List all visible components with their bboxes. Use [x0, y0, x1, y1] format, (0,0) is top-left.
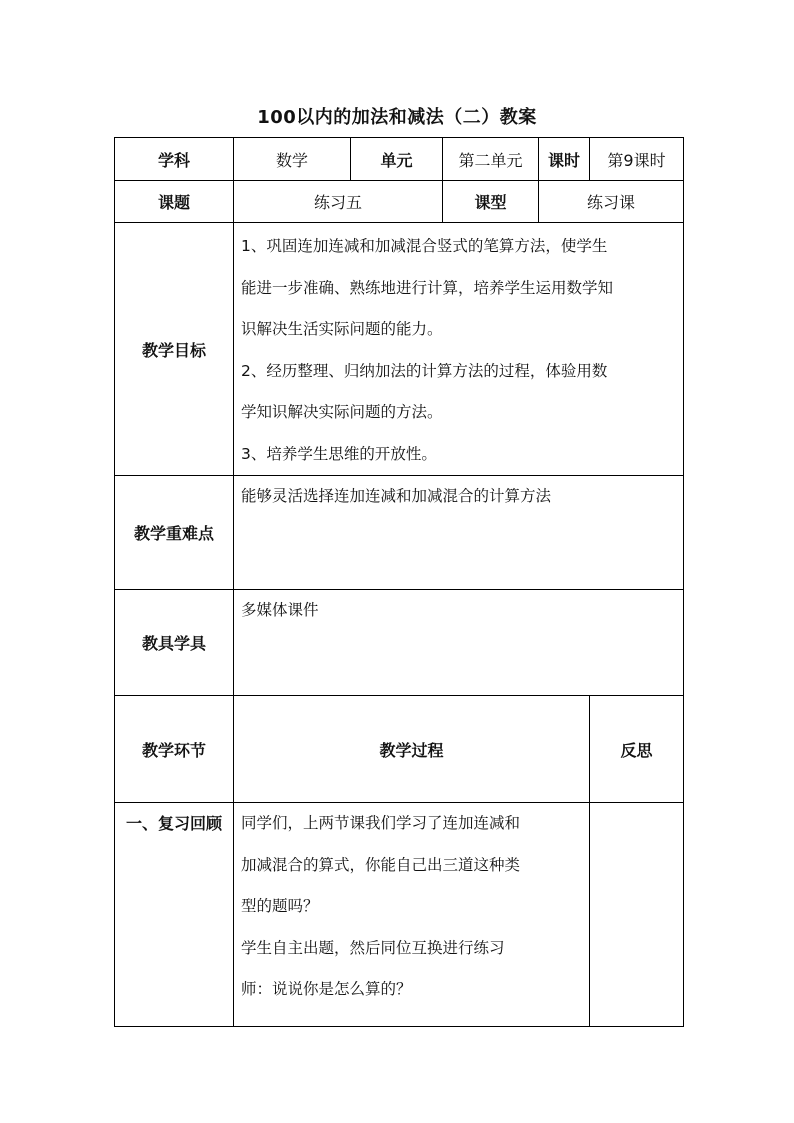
objectives-line: 2、经历整理、归纳加法的计算方法的过程，体验用数: [241, 361, 608, 380]
review-label: 一、复习回顾: [115, 803, 234, 1027]
objectives-row: [115, 223, 684, 476]
key-points-text: 能够灵活选择连加连减和加减混合的计算方法: [241, 487, 552, 505]
key-points-row: [115, 476, 684, 590]
info-row-2: [115, 181, 684, 223]
materials-label: 教具学具: [115, 590, 234, 696]
process-header: 教学过程: [234, 696, 590, 803]
review-line: 型的题吗？: [241, 897, 319, 915]
period-label: 课时: [539, 138, 590, 181]
type-label: 课型: [443, 181, 539, 223]
review-row: [115, 803, 684, 1027]
topic-label: 课题: [115, 181, 234, 223]
period-value: 第9课时: [590, 138, 684, 181]
review-content: [234, 803, 590, 1027]
process-header-row: [115, 696, 684, 803]
document-title: 100以内的加法和减法（二）教案: [257, 107, 537, 128]
review-line: 师：说说你是怎么算的？: [241, 980, 412, 998]
stage-header: 教学环节: [115, 696, 234, 803]
review-line: 加减混合的算式，你能自己出三道这种类: [241, 855, 521, 874]
review-line: 同学们，上两节课我们学习了连加连减和: [241, 814, 521, 832]
unit-value: 第二单元: [443, 138, 539, 181]
unit-label: 单元: [351, 138, 443, 181]
materials-content: [234, 590, 684, 696]
materials-text: 多媒体课件: [241, 601, 319, 619]
reflection-header: 反思: [590, 696, 684, 803]
review-reflection-cell: [590, 803, 684, 1027]
objectives-line: 识解决生活实际问题的能力。: [241, 320, 443, 338]
key-points-label: 教学重难点: [115, 476, 234, 590]
info-row-1: [115, 138, 684, 181]
key-points-content: [234, 476, 684, 590]
objectives-label: 教学目标: [115, 223, 234, 476]
type-value: 练习课: [539, 181, 684, 223]
objectives-line: 3、培养学生思维的开放性。: [241, 444, 437, 463]
review-line: 学生自主出题，然后同位互换进行练习: [241, 938, 505, 957]
lesson-plan-table: [114, 137, 684, 1027]
topic-value: 练习五: [234, 181, 443, 223]
materials-row: [115, 590, 684, 696]
subject-value: 数学: [234, 138, 351, 181]
objectives-line: 学知识解决实际问题的方法。: [241, 403, 443, 421]
objectives-line: 1、巩固连加连减和加减混合竖式的笔算方法，使学生: [241, 237, 608, 255]
objectives-content: [234, 223, 684, 476]
objectives-line: 能进一步准确、熟练地进行计算，培养学生运用数学知: [241, 278, 614, 297]
subject-label: 学科: [115, 138, 234, 181]
